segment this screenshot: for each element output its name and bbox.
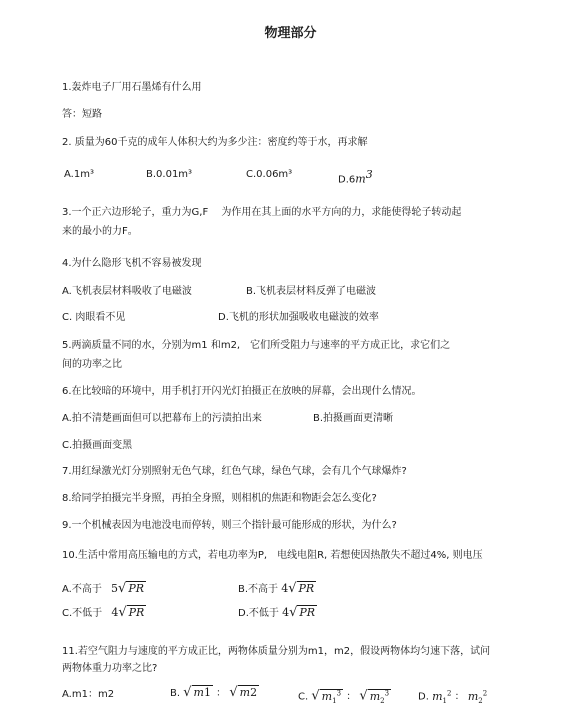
q11-option-b-radical-2: √ m2 (229, 685, 258, 700)
q11-b-m2-symbol: m (239, 686, 251, 699)
q11-option-a: A.m1：m2 (62, 689, 115, 700)
q2-option-a: A.1m³ (64, 169, 94, 180)
q11-b-m2-index: 2 (250, 686, 258, 699)
question-4: 4.为什么隐形飞机不容易被发现 (62, 258, 202, 269)
question-2: 2. 质量为60千克的成年人体积大约为多少注：密度约等于水，再求解 (62, 137, 368, 148)
page-title: 物理部分 (264, 26, 317, 41)
q11-b-m1-index: 1 (203, 686, 211, 699)
q2-option-d (338, 168, 373, 187)
q10-option-b-radicand: PR (298, 582, 315, 595)
q6-option-b: B.拍摄画面更清晰 (313, 413, 394, 424)
question-7: 7.用红绿激光灯分别照射无色气球，红色气球，绿色气球，会有几个气球爆炸? (62, 466, 407, 477)
q2-option-b: B.0.01m³ (146, 169, 193, 180)
question-5-line1: 5.两滴质量不同的水，分别为m1 和m2, 它们所受阻力与速率的平方成正比，求它们之 (62, 340, 451, 351)
q11-c-m2-sub: 2 (380, 696, 385, 705)
q11-c-m2-symbol: m (369, 689, 381, 703)
q10-option-c-radical: √ PR (118, 605, 145, 620)
q2-option-d-label: D.6 (338, 174, 356, 186)
q11-option-b-radical-1: √ m1 (183, 685, 211, 700)
question-11-line1: 11.若空气阻力与速度的平方成正比，两物体质量分别为m1，m2，假设两物体均匀速下落，试问 (62, 646, 491, 657)
answer-1: 答：短路 (62, 109, 102, 120)
q4-option-b: B.飞机表层材料反弹了电磁波 (246, 286, 377, 297)
q11-option-b-label: B. (170, 688, 181, 699)
q11-option-c (298, 686, 391, 708)
q6-option-c: C.拍摄画面变黑 (62, 440, 133, 451)
question-3-line2: 来的最小的力F。 (62, 226, 138, 237)
question-6: 6.在比较暗的环境中，用手机打开闪光灯拍摄正在放映的屏幕，会出现什么情况。 (62, 386, 422, 397)
q11-d-m2 (468, 690, 487, 703)
q11-option-d (418, 686, 487, 708)
question-9: 9.一个机械表因为电池没电而停转，则三个指针最可能形成的形状，为什么? (62, 520, 397, 531)
question-1: 1.轰炸电子厂用石墨烯有什么用 (62, 82, 202, 93)
q11-option-c-colon: ： (346, 691, 357, 703)
q11-option-b (170, 686, 259, 701)
q11-option-d-label: D. (418, 691, 429, 703)
q10-option-c-coef: 4 (111, 606, 119, 619)
q11-d-m1-sub: 1 (442, 696, 447, 705)
q10-option-d-coef: 4 (282, 606, 290, 619)
q11-c-m1-exp: 3 (336, 689, 342, 697)
q10-option-a (62, 582, 146, 597)
q2-option-d-exp: 3 (365, 168, 373, 181)
q10-option-a-radicand: PR (128, 582, 145, 595)
question-10: 10.生活中常用高压输电的方式，若电功率为P, 电线电阻R, 若想使因热散失不超过4%, 则电压 (62, 550, 483, 561)
q11-b-m1-symbol: m (193, 686, 204, 699)
q10-option-d-label: D.不低于 (238, 608, 279, 619)
q11-d-m1 (432, 690, 451, 703)
q11-d-m2-exp: 2 (482, 689, 488, 697)
q6-option-a: A.拍不清楚画面但可以把幕布上的污渍拍出来 (62, 413, 262, 424)
q11-d-m1-exp: 2 (446, 689, 452, 697)
q10-option-d-radical: √ PR (289, 605, 316, 620)
q4-option-a: A.飞机表层材料吸收了电磁波 (62, 286, 192, 297)
q4-option-c: C. 肉眼看不见 (62, 312, 126, 323)
question-11-line2: 两物体重力功率之比? (62, 663, 158, 674)
q11-c-m1-sub: 1 (332, 696, 337, 705)
q11-c-m1-symbol: m (321, 689, 333, 703)
q11-d-m2-symbol: m (467, 689, 479, 703)
q2-option-d-unit: m (355, 172, 366, 186)
q11-d-m2-sub: 2 (478, 696, 483, 705)
question-8: 8.给同学拍摄完半身照，再拍全身照，则相机的焦距和物距会怎么变化? (62, 493, 377, 504)
q11-option-b-colon: ： (216, 688, 227, 699)
q11-option-d-colon: ： (454, 691, 465, 703)
q10-option-b-coef: 4 (281, 582, 289, 595)
q10-option-c-radicand: PR (128, 606, 145, 619)
q10-option-b-label: B.不高于 (238, 584, 279, 595)
question-3-line1: 3.一个正六边形轮子，重力为G,F 为作用在其上面的水平方向的力，求能使得轮子转动起 (62, 207, 462, 218)
q10-option-c (62, 606, 146, 621)
q10-option-b (238, 582, 316, 597)
q11-option-c-label: C. (298, 691, 309, 703)
q4-option-d: D.飞机的形状加强吸收电磁波的效率 (218, 312, 379, 323)
question-5-line2: 间的功率之比 (62, 359, 122, 370)
q10-option-d-radicand: PR (299, 606, 316, 619)
q11-d-m1-symbol: m (432, 689, 443, 703)
q10-option-a-radical: √ PR (118, 581, 145, 596)
q2-option-c: C.0.06m³ (246, 169, 293, 180)
q10-option-a-label: A.不高于 (62, 584, 102, 595)
q11-c-m2-exp: 3 (384, 689, 390, 697)
q10-option-b-radical: √ PR (288, 581, 315, 596)
q10-option-c-label: C.不低于 (62, 608, 103, 619)
q11-option-c-radical-2: √ $m_2^3$ (359, 688, 390, 705)
q10-option-a-coef: 5 (111, 582, 119, 595)
q10-option-d (238, 606, 317, 621)
q11-option-c-radical-1: √ $m_1^3$ (311, 688, 342, 705)
